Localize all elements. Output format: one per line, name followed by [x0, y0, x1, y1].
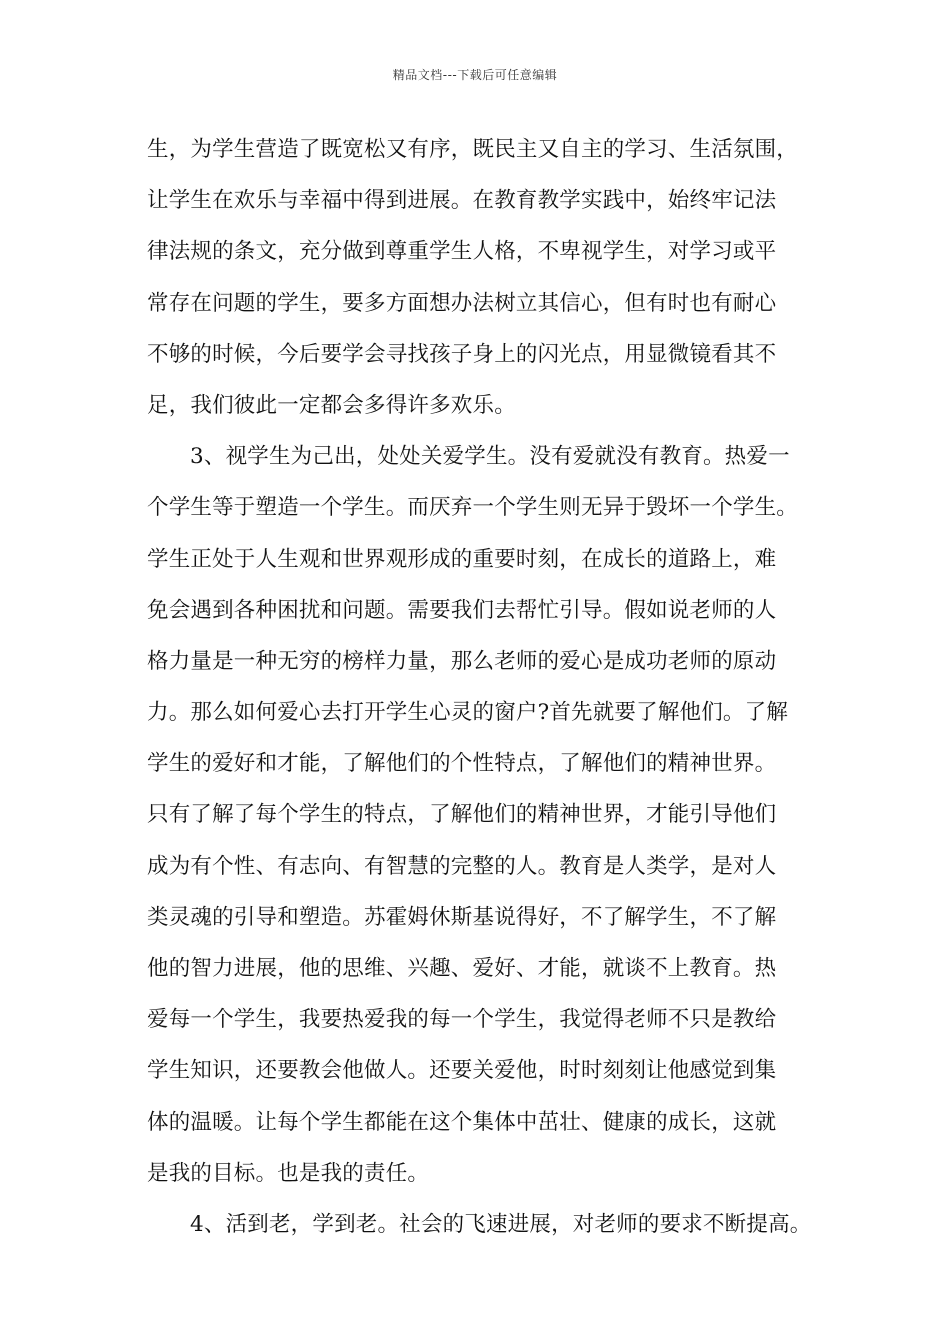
text-line: 体的温暖。让每个学生都能在这个集体中茁壮、健康的成长，这就: [147, 1109, 777, 1135]
text-line: 生，为学生营造了既宽松又有序，既民主又自主的学习、生活氛围，: [147, 137, 799, 162]
paragraph-first-line: 4、活到老，学到老。社会的飞速进展，对老师的要求不断提高。: [190, 1211, 812, 1237]
text-line: 个学生等于塑造一个学生。而厌弃一个学生则无异于毁坏一个学生。: [147, 495, 799, 521]
text-line: 让学生在欢乐与幸福中得到进展。在教育教学实践中，始终牢记法: [147, 188, 777, 214]
text-line: 常存在问题的学生，要多方面想办法树立其信心，但有时也有耐心: [147, 290, 777, 316]
document-body: [147, 124, 823, 1250]
text-line: 格力量是一种无穷的榜样力量，那么老师的爱心是成功老师的原动: [147, 648, 777, 674]
text-line: 类灵魂的引导和塑造。苏霍姆休斯基说得好，不了解学生，不了解: [147, 904, 777, 930]
text-line: 律法规的条文，充分做到尊重学生人格，不卑视学生，对学习或平: [147, 239, 777, 265]
text-line: 爱每一个学生，我要热爱我的每一个学生，我觉得老师不只是教给: [147, 1007, 777, 1033]
text-line: 学生正处于人生观和世界观形成的重要时刻，在成长的道路上，难: [147, 546, 777, 572]
text-line: 只有了解了每个学生的特点，了解他们的精神世界，才能引导他们: [147, 802, 777, 828]
text-line: 他的智力进展，他的思维、兴趣、爱好、才能，就谈不上教育。热: [147, 956, 777, 981]
text-line: 力。那么如何爱心去打开学生心灵的窗户?首先就要了解他们。了解: [147, 700, 789, 726]
text-line: 学生知识，还要教会他做人。还要关爱他，时时刻刻让他感觉到集: [147, 1058, 777, 1084]
text-line: 是我的目标。也是我的责任。: [147, 1160, 430, 1186]
text-line: 不够的时候，今后要学会寻找孩子身上的闪光点，用显微镜看其不: [147, 341, 777, 367]
text-line: 免会遇到各种困扰和问题。需要我们去帮忙引导。假如说老师的人: [147, 597, 777, 623]
text-line: 足，我们彼此一定都会多得许多欢乐。: [147, 392, 516, 418]
text-line: 成为有个性、有志向、有智慧的完整的人。教育是人类学，是对人: [147, 853, 777, 879]
text-line: 学生的爱好和才能，了解他们的个性特点，了解他们的精神世界。: [147, 751, 777, 777]
paragraph-first-line: 3、视学生为己出，处处关爱学生。没有爱就没有教育。热爱一: [190, 444, 790, 470]
page-header: 精品文档---下载后可任意编辑: [392, 68, 558, 82]
